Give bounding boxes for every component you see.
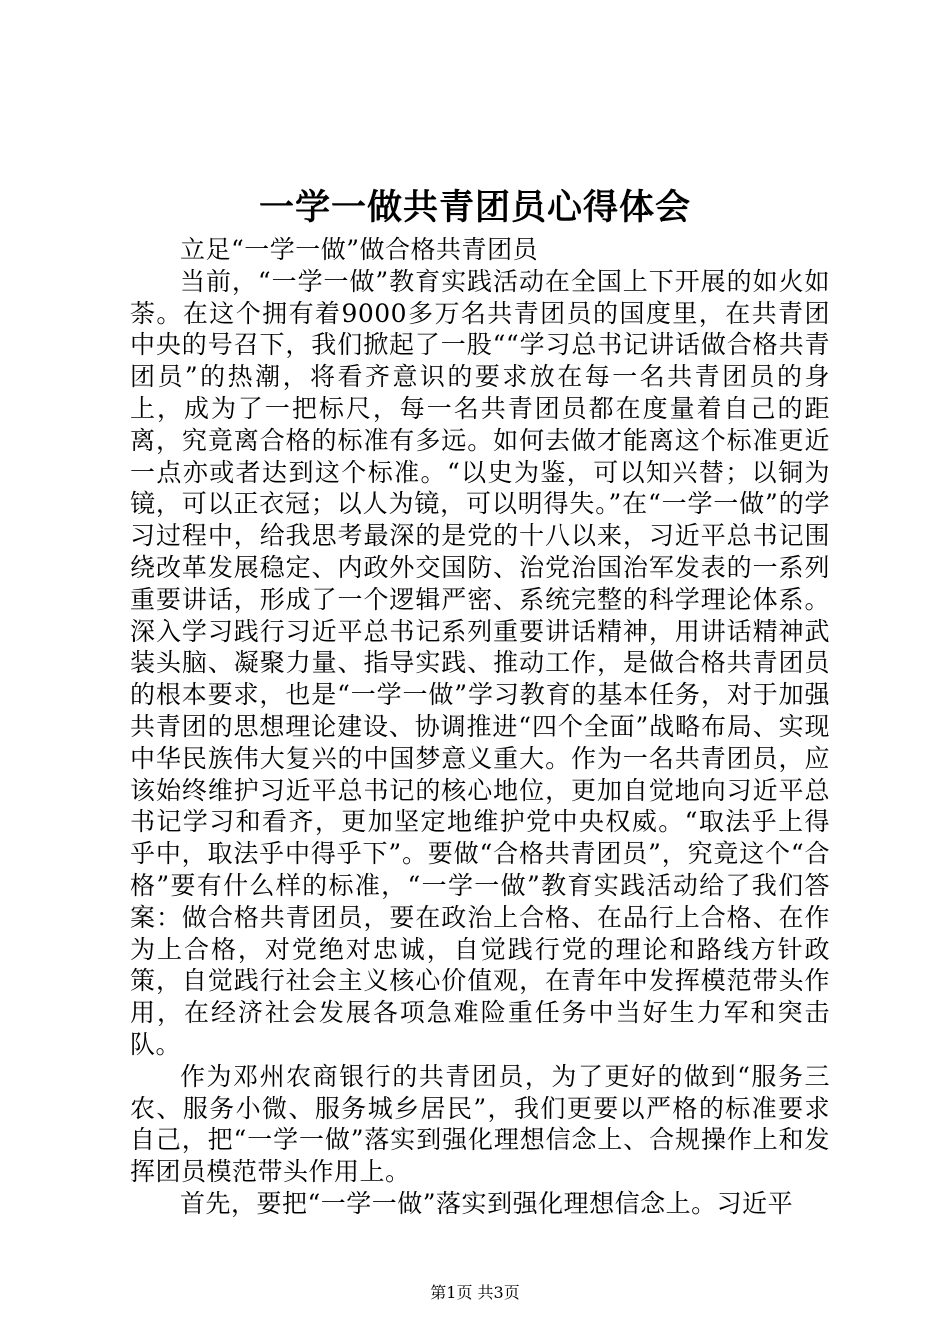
document-body (130, 234, 830, 1220)
page-number-footer: 第1页 共3页 (430, 1283, 520, 1302)
document-title: 一学一做共青团员心得体会 (258, 187, 691, 228)
paragraph: 当前，“一学一做”教育实践活动在全国上下开展的如火如荼。在这个拥有着9000多万名共青团员的国度里，在共青团中央的号召下，我们掀起了一股““学习总书记讲话做合格共青团员”的热潮，将看齐意识的要求放在每一名共青团员的身上，成为了一把标尺，每一名共青团员都在度量着自己的距离，究竟离合格的标准有多远。如何去做才能离这个标准更近一点亦或者达到这个标准。“以史为鉴，可以知兴替；以铜为镜，可以正衣冠；以人为镜，可以明得失。”在“一学一做”的学习过程中，给我思考最深的是党的十八以来，习近平总书记围绕改革发展稳定、内政外交国防、治党治国治军发表的一系列重要讲话，形成了一个逻辑严密、系统完整的科学理论体系。深入学习践行习近平总书记系列重要讲话精神，用讲话精神武装头脑、凝聚力量、指导实践、推动工作，是做合格共青团员的根本要求，也是“一学一做”学习教育的基本任务，对于加强共青团的思想理论建设、协调推进“四个全面”战略布局、实现中华民族伟大复兴的中国梦意义重大。作为一名共青团员，应该始终维护习近平总书记的核心地位，更加自觉地向习近平总书记学习和看齐，更加坚定地维护党中央权威。“取法乎上得乎中，取法乎中得乎下”。要做“合格共青团员”，究竟这个“合格”要有什么样的标准，“一学一做”教育实践活动给了我们答案：做合格共青团员，要在政治上合格、在品行上合格、在作为上合格，对党绝对忠诚，自觉践行党的理论和路线方针政策，自觉践行社会主义核心价值观，在青年中发挥模范带头作用，在经济社会发展各项急难险重任务中当好生力军和突击队。 (130, 266, 830, 1059)
paragraph: 首先，要把“一学一做”落实到强化理想信念上。习近平 (180, 1188, 794, 1218)
paragraph: 作为邓州农商银行的共青团员，为了更好的做到“服务三农、服务小微、服务城乡居民”，我们更要以严格的标准要求自己，把“一学一做”落实到强化理想信念上、合规操作上和发挥团员模范带头作用上。 (130, 1061, 830, 1187)
paragraph-subtitle: 立足“一学一做”做合格共青团员 (180, 235, 539, 264)
